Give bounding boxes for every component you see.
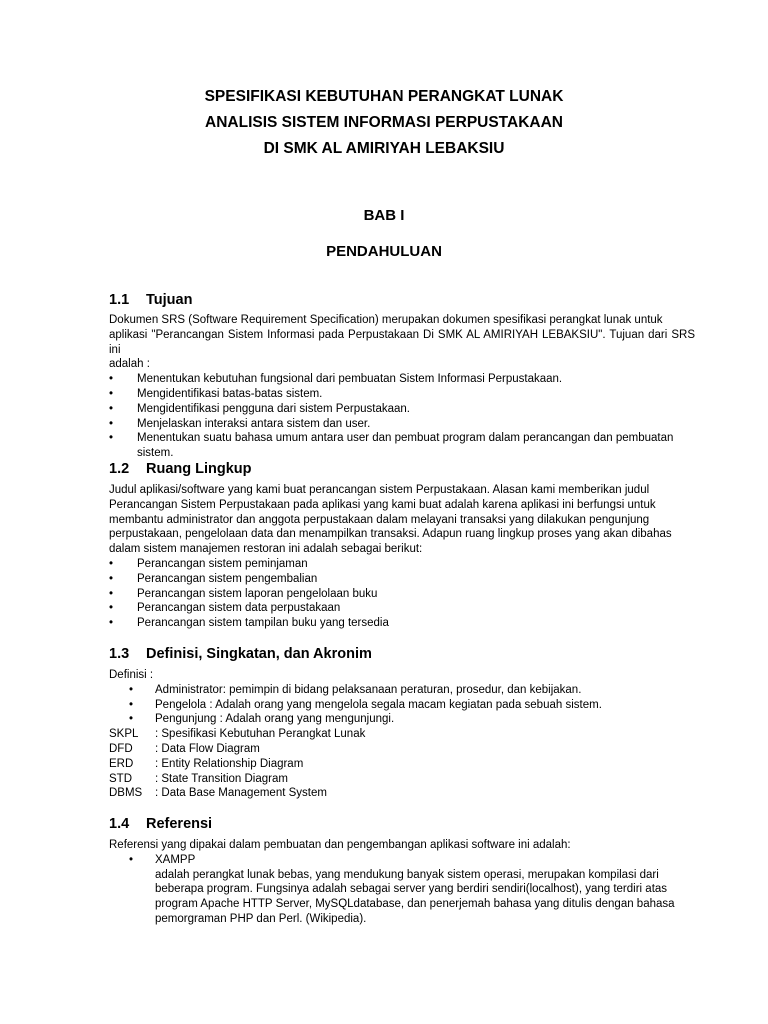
bullet-icon: • (129, 713, 134, 726)
section-title: Definisi, Singkatan, dan Akronim (146, 646, 372, 662)
section-heading-1-2 (109, 461, 252, 477)
bullet-icon: • (109, 572, 114, 585)
section-1-1-body (109, 313, 695, 461)
chapter-number: BAB I (363, 207, 405, 224)
section-heading-1-1 (109, 292, 192, 308)
abbreviation-row: SKPL : Spesifikasi Kebutuhan Perangkat Lunak (109, 728, 366, 741)
section-number: 1.1 (109, 292, 130, 308)
section-title: Referensi (146, 816, 213, 832)
list-item: • Pengunjung : Adalah orang yang mengunjungi. (129, 713, 395, 726)
bullet-icon: • (109, 387, 114, 400)
paragraph-line: Dokumen SRS (Software Requirement Specification) merupakan dokumen spesifikasi perangkat lunak untuk (109, 314, 663, 326)
section-number: 1.4 (109, 816, 130, 832)
chapter-name: PENDAHULUAN (326, 243, 442, 260)
list-item: • Perancangan sistem pengembalian (109, 572, 318, 585)
bullet-icon: • (109, 432, 114, 445)
list-item: • Menentukan kebutuhan fungsional dari pembuatan Sistem Informasi Perpustakaan. (109, 373, 563, 386)
abbreviation-row: DFD : Data Flow Diagram (109, 742, 260, 755)
list-item: • Administrator: pemimpin di bidang pelaksanaan peraturan, prosedur, dan kebijakan. (129, 683, 582, 696)
paragraph-line: dalam sistem manajemen restoran ini adalah sebagai berikut: (109, 543, 423, 556)
paragraph-line: Referensi yang dipakai dalam pembuatan dan pengembangan aplikasi software ini adalah: (109, 839, 571, 851)
bullet-icon: • (109, 557, 114, 570)
paragraph-line: perpustakaan, pengelolaan data dan menampilkan transaksi. Adapun ruang lingkup proses yang akan dibahas (109, 528, 672, 541)
list-item: • Mengidentifikasi batas-batas sistem. (109, 387, 323, 400)
abbreviation-row: STD : State Transition Diagram (109, 772, 288, 785)
title-line-2: ANALISIS SISTEM INFORMASI PERPUSTAKAAN (205, 114, 563, 131)
list-item: • Perancangan sistem peminjaman (109, 557, 308, 570)
paragraph-line: adalah perangkat lunak bebas, yang mendukung banyak sistem operasi, merupakan kompilasi dari (155, 868, 659, 881)
paragraph-line: membantu administrator dan anggota perpustakaan dalam melayani transaksi yang dilakukan pengunjung (109, 513, 650, 526)
section-title: Tujuan (146, 292, 193, 308)
title-line-1: SPESIFIKASI KEBUTUHAN PERANGKAT LUNAK (204, 88, 564, 105)
section-heading-1-4 (109, 816, 212, 832)
list-item: • XAMPP (129, 853, 196, 866)
list-item: • Menjelaskan interaksi antara sistem dan user. (109, 417, 371, 430)
document-title (0, 84, 768, 162)
bullet-icon: • (129, 683, 134, 696)
section-1-4-body (109, 838, 695, 927)
list-item: • Perancangan sistem laporan pengelolaan buku (109, 587, 378, 600)
paragraph-line: program Apache HTTP Server, MySQLdatabase, dan penerjemah bahasa yang ditulis dengan bahasa (155, 898, 675, 911)
section-heading-1-3 (109, 646, 372, 662)
bullet-icon: • (109, 617, 114, 630)
paragraph-line: beberapa program. Fungsinya adalah sebagai server yang berdiri sendiri(localhost), yang terdiri atas (155, 883, 668, 896)
section-1-2-body (109, 483, 695, 631)
paragraph-line: Definisi : (109, 669, 154, 681)
list-item: • Perancangan sistem data perpustakaan (109, 602, 341, 615)
list-item: • Mengidentifikasi pengguna dari sistem Perpustakaan. (109, 402, 410, 415)
list-item: • Pengelola : Adalah orang yang mengelola segala macam kegiatan pada sebuah sistem. (129, 698, 602, 711)
paragraph-line: Judul aplikasi/software yang kami buat perancangan sistem Perpustakaan. Alasan kami memberikan judul (109, 484, 650, 496)
section-1-3-body (109, 668, 695, 801)
list-item: • Menentukan suatu bahasa umum antara user dan pembuat program dalam perancangan dan pembuatan sistem. (109, 432, 674, 460)
paragraph-line: Perancangan Sistem Perpustakaan pada aplikasi yang kami buat adalah karena aplikasi ini berfungsi untuk (109, 498, 656, 511)
paragraph-line: pemorgraman PHP dan Perl. (Wikipedia). (155, 912, 367, 925)
bullet-icon: • (129, 698, 134, 711)
list-item: • Perancangan sistem tampilan buku yang tersedia (109, 617, 389, 630)
abbreviation-row: DBMS : Data Base Management System (109, 787, 327, 800)
bullet-icon: • (109, 373, 114, 386)
section-number: 1.3 (109, 646, 130, 662)
bullet-icon: • (129, 853, 134, 866)
abbreviation-row: ERD : Entity Relationship Diagram (109, 757, 304, 770)
paragraph-line: aplikasi "Perancangan Sistem Informasi pada Perpustakaan Di SMK AL AMIRIYAH LEBAKSIU". Tujuan dari SRS ini (109, 328, 695, 356)
section-title: Ruang Lingkup (146, 461, 252, 477)
bullet-icon: • (109, 587, 114, 600)
section-number: 1.2 (109, 461, 130, 477)
bullet-icon: • (109, 417, 114, 430)
bullet-icon: • (109, 602, 114, 615)
paragraph-line: adalah : (109, 358, 150, 371)
bullet-icon: • (109, 402, 114, 415)
title-line-3: DI SMK AL AMIRIYAH LEBAKSIU (263, 140, 505, 157)
